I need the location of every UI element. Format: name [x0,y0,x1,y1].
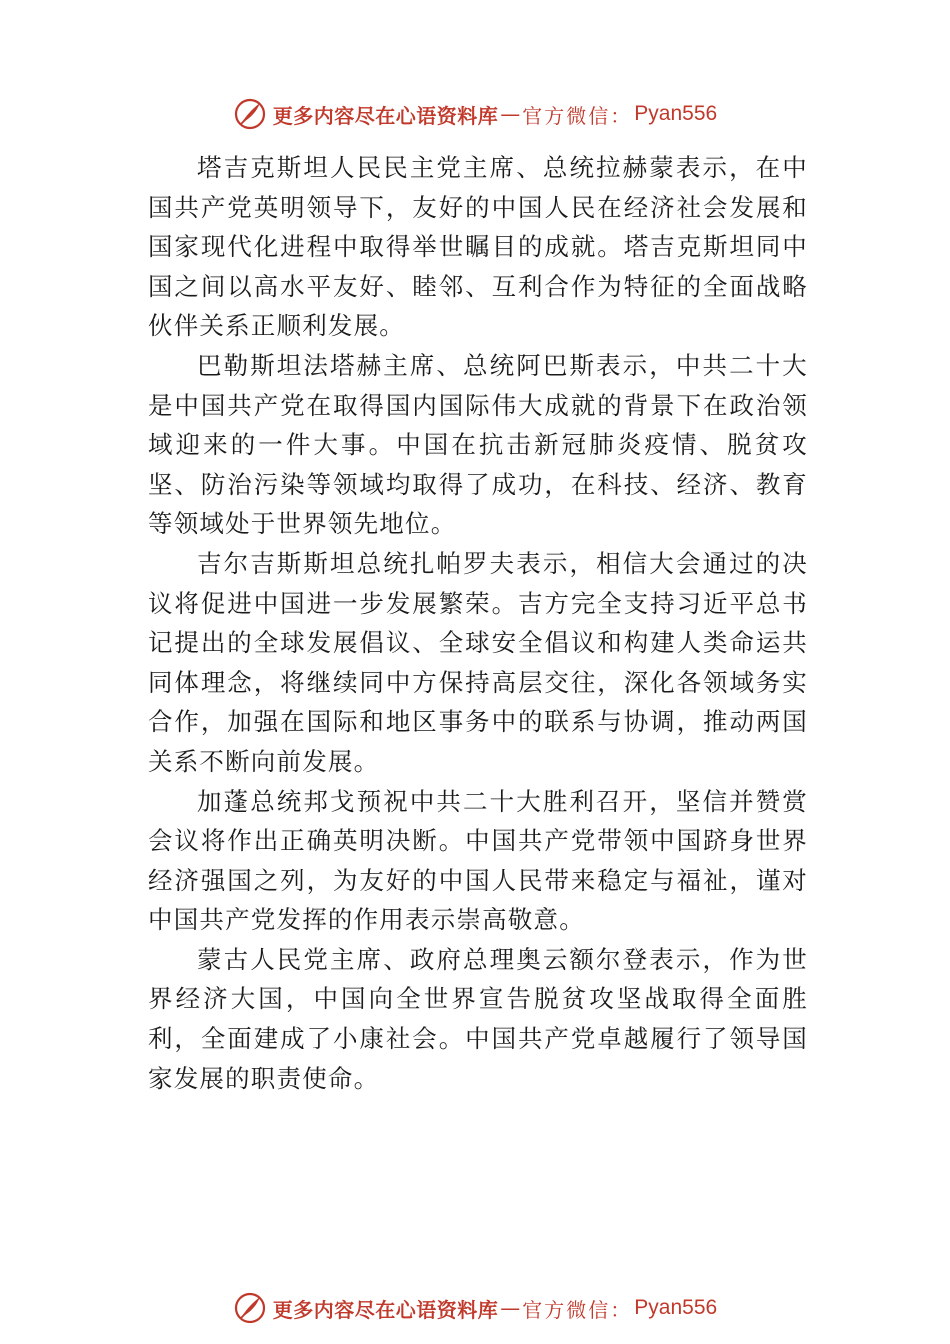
quill-circle-icon [233,97,267,131]
paragraph-mongolia: 蒙古人民党主席、政府总理奥云额尔登表示，作为世界经济大国，中国向全世界宣告脱贫攻坚战取得全面胜利，全面建成了小康社会。中国共产党卓越履行了领导国家发展的职责使命。 [148,944,808,1093]
quill-circle-icon [233,1291,267,1325]
paragraph-palestine: 巴勒斯坦法塔赫主席、总统阿巴斯表示，中共二十大是中国共产党在取得国内国际伟大成就的背景下在政治领域迎来的一件大事。中国在抗击新冠肺炎疫情、脱贫攻坚、防治污染等领域均取得了成功，在科技、经济、教育等领域处于世界领先地位。 [148,350,808,539]
footer-separator: — [500,1296,521,1320]
header-wechat-id: Pyan556 [634,102,718,125]
footer-official-label: 官方微信： [522,1297,633,1322]
header-separator: — [500,102,521,126]
footer-brand: 更多内容尽在心语资料库 [272,1297,499,1322]
header-official-label: 官方微信： [522,103,633,128]
document-body [148,148,808,1098]
footer-banner [0,1288,950,1328]
paragraph-gabon: 加蓬总统邦戈预祝中共二十大胜利召开，坚信并赞赏会议将作出正确英明决断。中国共产党带领中国跻身世界经济强国之列，为友好的中国人民带来稳定与福祉，谨对中国共产党发挥的作用表示崇高敬意。 [148,786,808,935]
header-brand: 更多内容尽在心语资料库 [272,103,499,128]
header-banner [0,94,950,134]
paragraph-tajikistan: 塔吉克斯坦人民民主党主席、总统拉赫蒙表示，在中国共产党英明领导下，友好的中国人民在经济社会发展和国家现代化进程中取得举世瞩目的成就。塔吉克斯坦同中国之间以高水平友好、睦邻、互利合作为特征的全面战略伙伴关系正顺利发展。 [148,153,808,341]
paragraph-kyrgyzstan: 吉尔吉斯斯坦总统扎帕罗夫表示，相信大会通过的决议将促进中国进一步发展繁荣。吉方完全支持习近平总书记提出的全球发展倡议、全球安全倡议和构建人类命运共同体理念，将继续同中方保持高层交往，深化各领域务实合作，加强在国际和地区事务中的联系与协调，推动两国关系不断向前发展。 [148,548,808,776]
footer-wechat-id: Pyan556 [634,1296,718,1319]
